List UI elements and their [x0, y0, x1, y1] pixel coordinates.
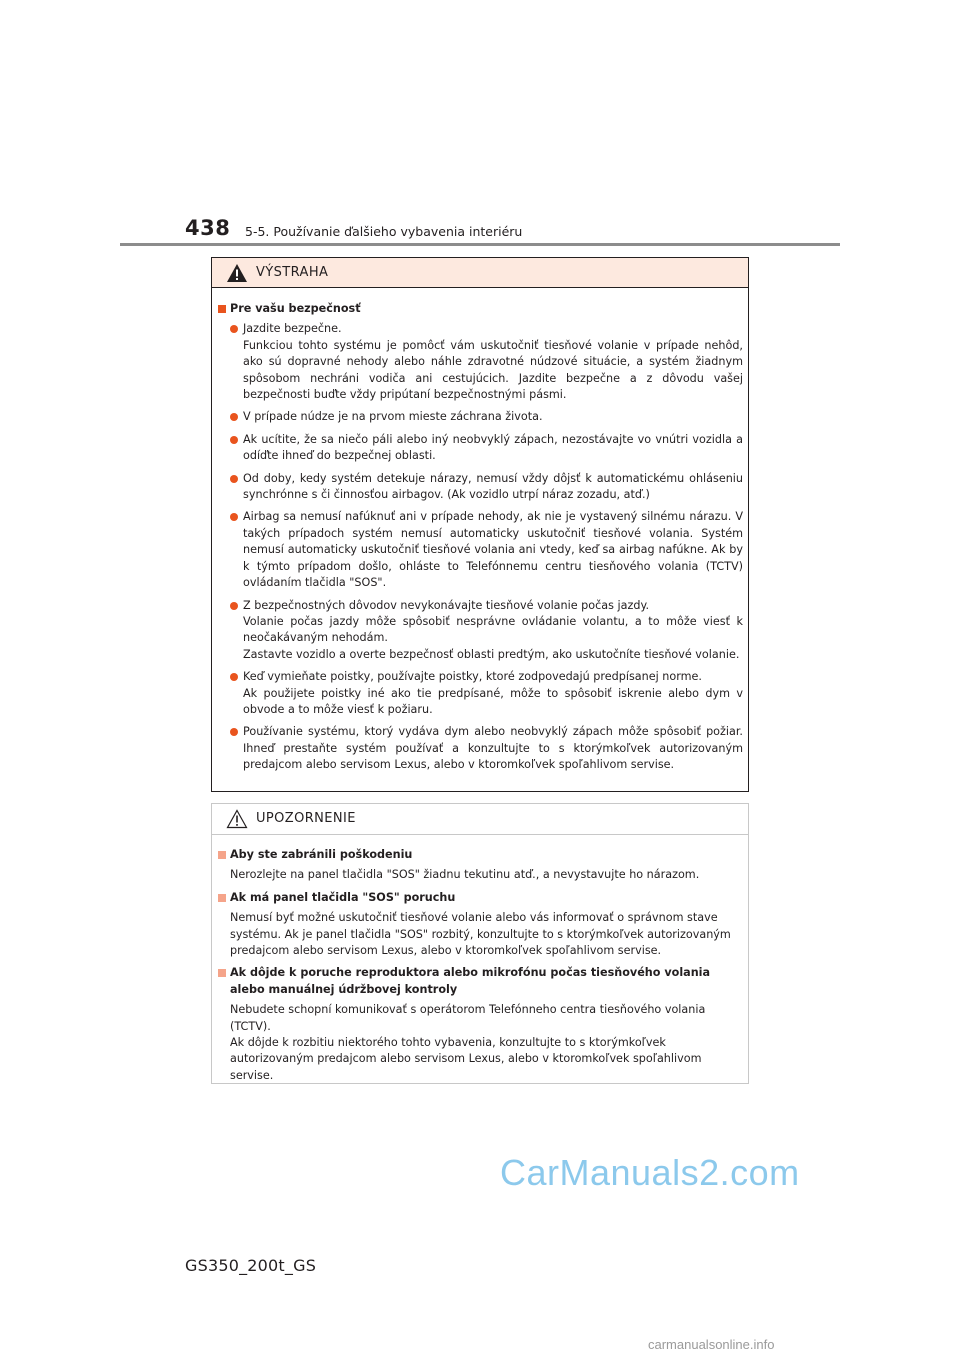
caution-item-heading: Ak má panel tlačidla "SOS" poruchu	[217, 890, 743, 906]
bullet-dot-icon	[230, 436, 238, 444]
warning-list	[217, 321, 743, 773]
warning-box	[211, 257, 749, 792]
list-item: Jazdite bezpečne. Funkciou tohto systému je pomôcť vám uskutočniť tiesňové volanie v prípade nehôd, ako sú dopravné nehody alebo náhle zdravotné núdzové situácie, a systém žiadnym spôsobom nechráni vodiča ani cestujúcich. Jazdite bezpečne a z dôvodu vašej bezpečnosti buďte vždy pripútaní bezpečnostnými pásmi.	[217, 321, 743, 403]
warning-section-heading: Pre vašu bezpečnosť	[217, 301, 743, 317]
list-item: Z bezpečnostných dôvodov nevykonávajte tiesňové volanie počas jazdy. Volanie počas jazdy môže spôsobiť nesprávne ovládanie volantu, a to môže viesť k neočakávaným nehodám. Zastavte vozidlo a overte bezpečnosť oblasti predtým, ako uskutočníte tiesňové volanie.	[217, 598, 743, 664]
watermark-bottom: carmanualsonline.info	[648, 1337, 775, 1352]
caution-item-heading: Ak dôjde k poruche reproduktora alebo mikrofónu počas tiesňového volania alebo manuálnej údržbovej kontroly	[217, 965, 743, 998]
warning-title: VÝSTRAHA	[256, 265, 329, 280]
list-item: Keď vymieňate poistky, používajte poistky, ktoré zodpovedajú predpísanej norme. Ak použijete poistky iné ako tie predpísané, môže to spôsobiť iskrenie alebo dym v obvode a to môže viesť k požiaru.	[217, 669, 743, 718]
warning-triangle-icon	[226, 263, 248, 283]
page-number: 438	[185, 216, 231, 240]
list-item: Používanie systému, ktorý vydáva dym alebo neobvyklý zápach môže spôsobiť požiar. Ihneď prestaňte systém používať a konzultujte to s ktorýmkoľvek autorizovaným predajcom alebo servisom Lexus, alebo v ktoromkoľvek spoľahlivom servise.	[217, 724, 743, 773]
caution-triangle-icon	[226, 809, 248, 829]
bullet-dot-icon	[230, 475, 238, 483]
header-rule	[120, 243, 840, 246]
footer-model-code: GS350_200t_GS	[185, 1256, 317, 1275]
caution-box	[211, 803, 749, 1084]
list-item: Ak ucítite, že sa niečo páli alebo iný neobvyklý zápach, nezostávajte vo vnútri vozidla a odíďte ihneď do bezpečnej oblasti.	[217, 432, 743, 465]
section-title: 5-5. Používanie ďalšieho vybavenia interiéru	[245, 224, 523, 239]
list-item: V prípade núdze je na prvom mieste záchrana života.	[217, 409, 743, 425]
bullet-dot-icon	[230, 673, 238, 681]
list-item: Od doby, kedy systém detekuje nárazy, nemusí vždy dôjsť k automatickému ohláseniu synchrónne s či činnosťou airbagov. (Ak vozidlo utrpí náraz zozadu, atď.)	[217, 471, 743, 504]
list-item: Aby ste zabránili poškodeniu Nerozlejte na panel tlačidla "SOS" žiadnu tekutinu atď., a nevystavujte ho nárazom.	[217, 847, 743, 884]
warning-body	[212, 288, 748, 774]
caution-header	[212, 804, 748, 835]
bullet-dot-icon	[230, 728, 238, 736]
caution-title: UPOZORNENIE	[256, 811, 356, 826]
bullet-dot-icon	[230, 325, 238, 333]
warning-header	[212, 258, 748, 288]
watermark-logo: CarManuals2.com	[500, 1152, 800, 1193]
list-item: Ak dôjde k poruche reproduktora alebo mikrofónu počas tiesňového volania alebo manuálnej údržbovej kontroly Nebudete schopní komunikovať s operátorom Telefónneho centra tiesňového volania (TCTV). Ak dôjde k rozbitiu niektorého tohto vybavenia, konzultujte to s ktorýmkoľvek autorizovaným predajcom alebo servisom Lexus, alebo v ktoromkoľvek spoľahlivom servise.	[217, 965, 743, 1084]
list-item: Ak má panel tlačidla "SOS" poruchu Nemusí byť možné uskutočniť tiesňové volanie alebo vás informovať o správnom stave systému. Ak je panel tlačidla "SOS" rozbitý, konzultujte to s ktorýmkoľvek autorizovaným predajcom alebo servisom Lexus, alebo v ktoromkoľvek spoľahlivom servise.	[217, 890, 743, 960]
caution-item-heading: Aby ste zabránili poškodeniu	[217, 847, 743, 863]
bullet-dot-icon	[230, 602, 238, 610]
list-item: Airbag sa nemusí nafúknuť ani v prípade nehody, ak nie je vystavený silnému nárazu. V takých prípadoch systém nemusí automaticky uskutočniť tiesňové volania. Systém nemusí automaticky uskutočniť tiesňové volania ani vtedy, keď sa airbag nafúkne. Ak by k týmto prípadom došlo, ohláste to Telefónnemu centru tiesňového volania (TCTV) ovládaním tlačidla "SOS".	[217, 509, 743, 591]
bullet-dot-icon	[230, 513, 238, 521]
caution-body	[212, 835, 748, 1084]
bullet-dot-icon	[230, 413, 238, 421]
